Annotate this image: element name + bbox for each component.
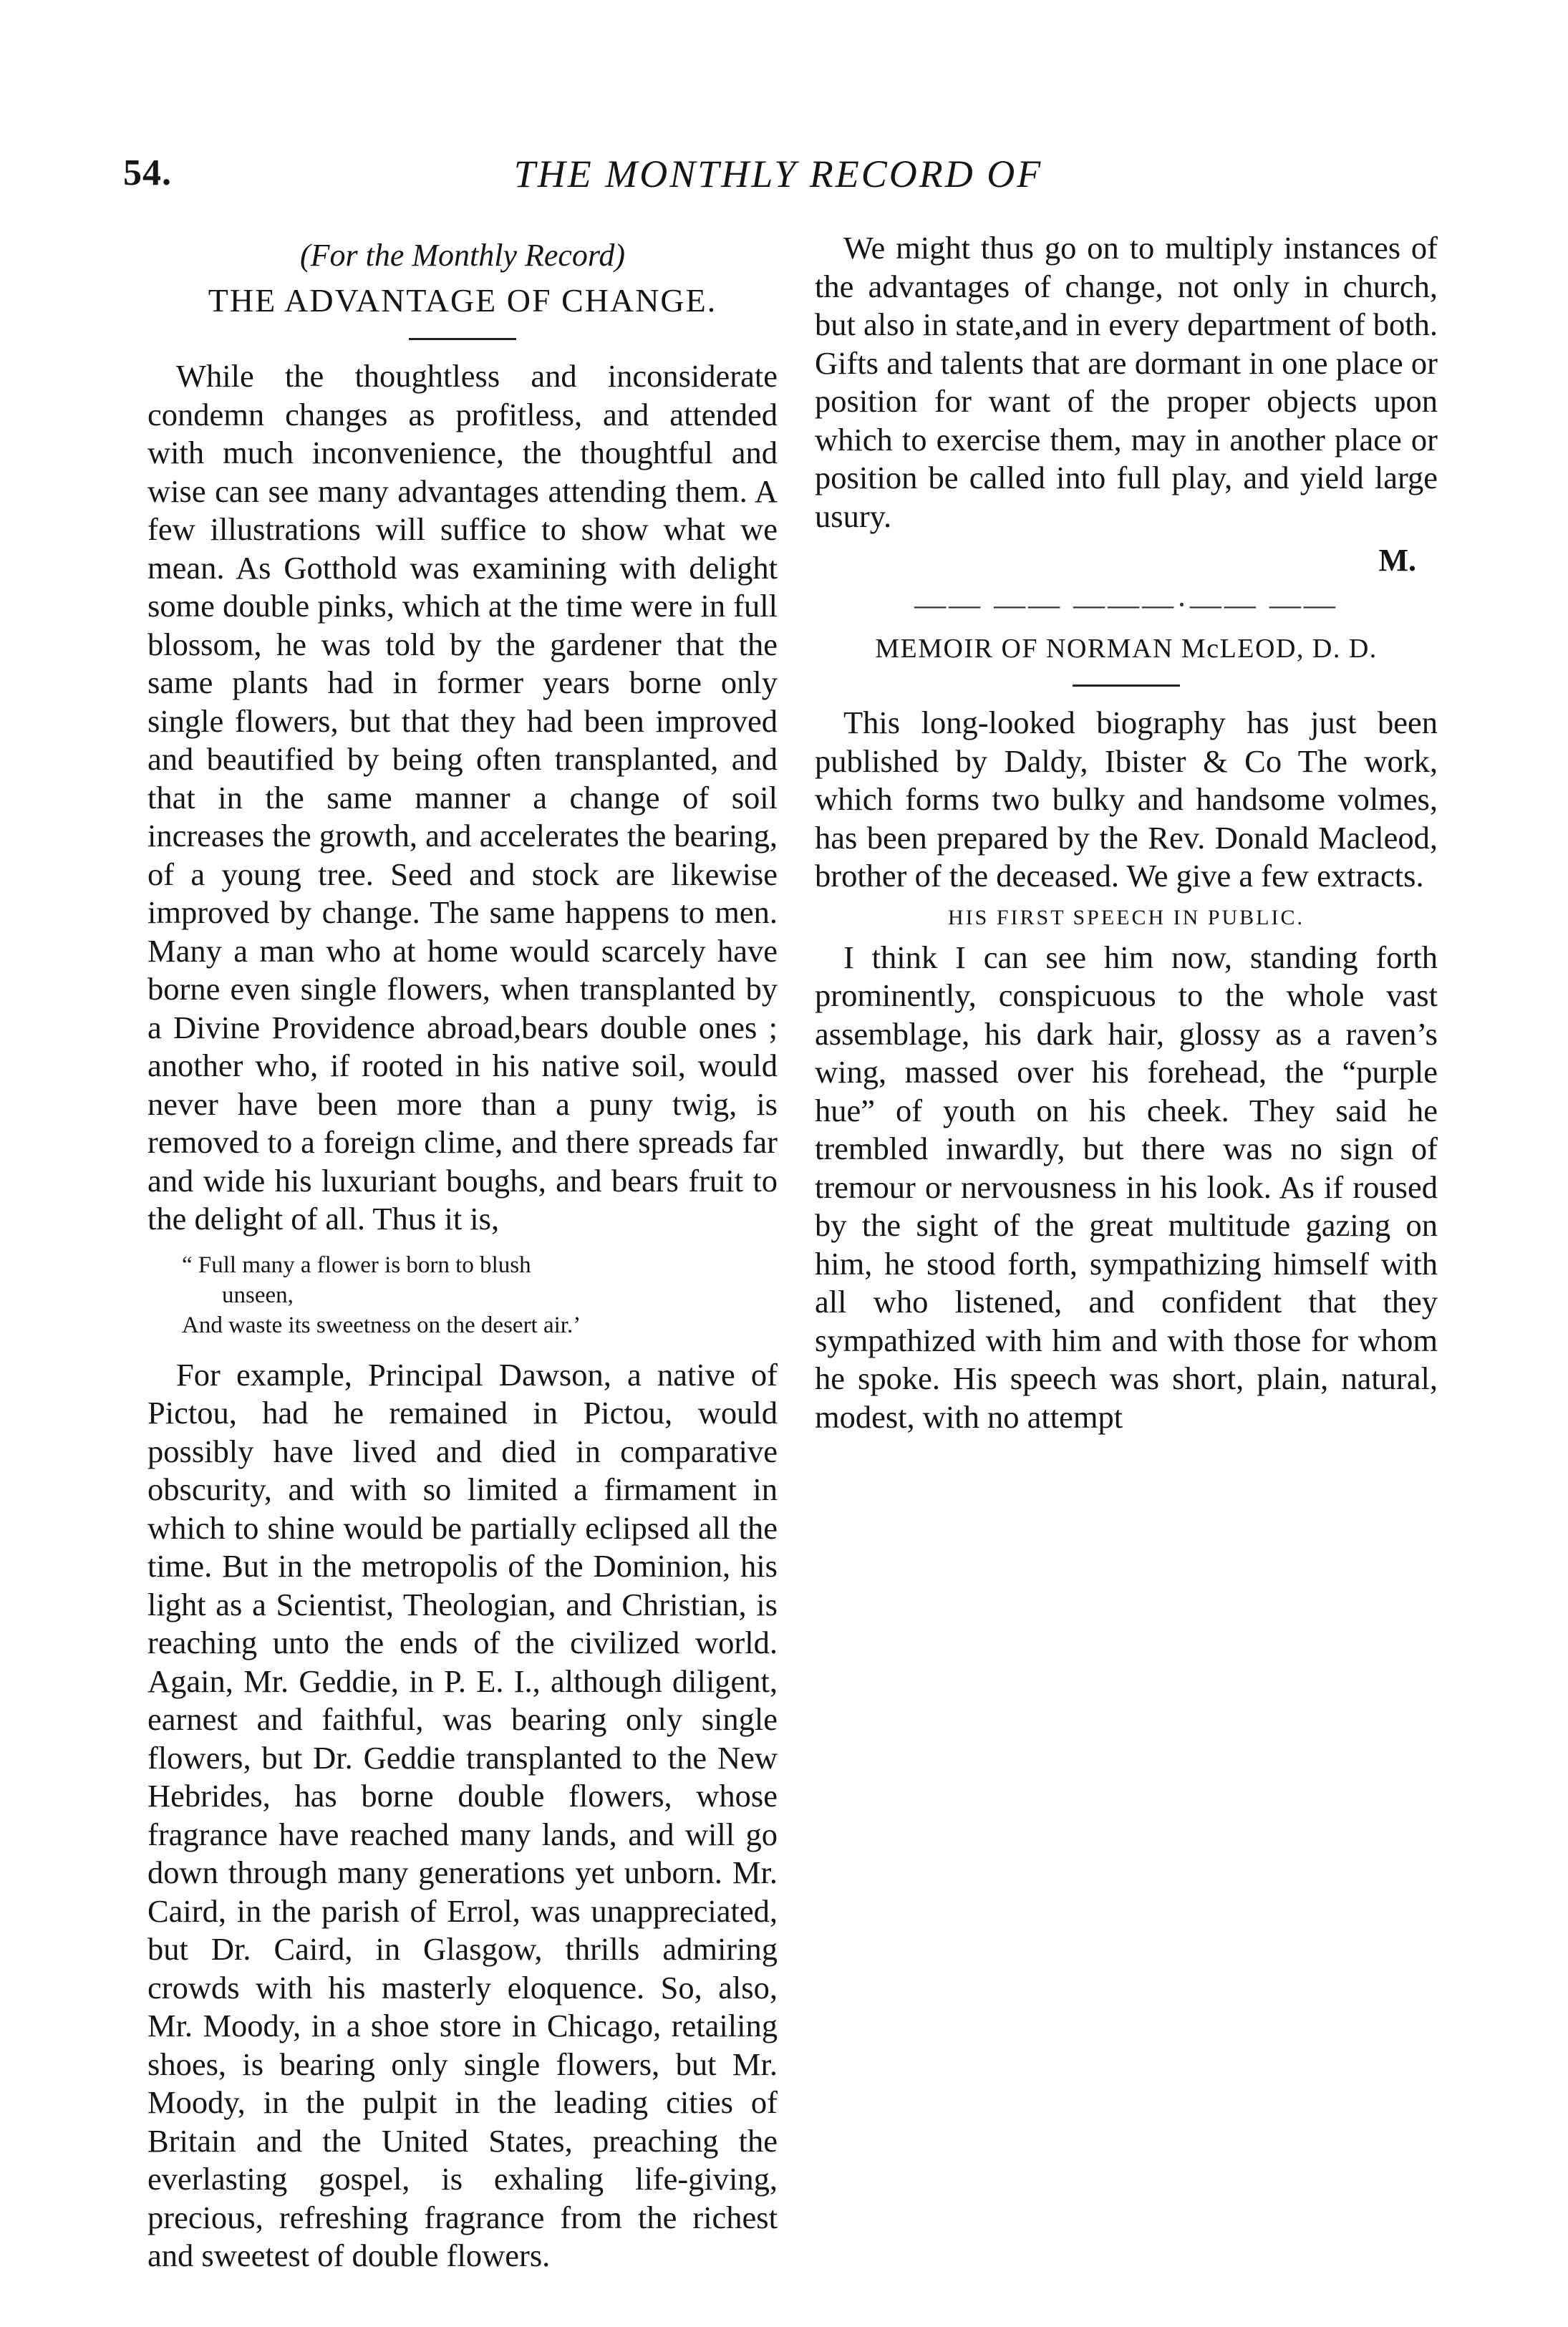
running-title: THE MONTHLY RECORD OF [513,153,1043,195]
left-column [147,229,778,2275]
poem-line-3: And waste its sweetness on the desert air.’ [182,1312,581,1338]
poem-line-1: “ Full many a flower is born to blush [182,1252,531,1278]
article-paragraph-2: For example, Principal Dawson, a native of Pictou, had he remained in Pictou, would possibly have lived and died in comparative obscurity, and with so limited a firmament in which to shine would be partially eclipsed all the time. But in the metropolis of the Dominion, his light as a Scientist, Theologian, and Christian, is reaching unto the ends of the civilized world. Again, Mr. Geddie, in P. E. I., although diligent, earnest and faithful, was bearing only single flowers, but Dr. Geddie transplanted to the New Hebrides, has borne double flowers, whose fragrance have reached many lands, and will go down through many generations yet unborn. Mr. Caird, in the parish of Errol, was unappreciated, but Dr. Caird, in Glasgow, thrills admiring crowds with his masterly eloquence. So, also, Mr. Moody, in a shoe store in Chicago, retailing shoes, is bearing only single flowers, but Mr. Moody, in the pulpit in the leading cities of Britain and the United States, preaching the everlasting gospel, is exhaling life-giving, precious, refreshing fragrance from the richest and sweetest of double flowers. [147,1356,778,2273]
memoir-title: MEMOIR OF NORMAN McLEOD, D. D. [875,634,1378,664]
poem-quotation [182,1250,778,1340]
page-header [123,152,1433,209]
title-rule [409,338,516,340]
poem-line-2: unseen, [222,1282,294,1308]
section-divider: —— —— ———·—— —— [914,587,1338,622]
memoir-subheading: HIS FIRST SPEECH IN PUBLIC. [947,905,1305,929]
memoir-body: I think I can see him now, standing forth prominently, conspicuous to the whole vast assemblage, his dark hair, glossy as a raven’s wing, massed over his forehead, the “purple hue” of youth on his cheek. They said he trembled inwardly, but there was no sign of tremour or nervousness in his look. As if roused by the sight of the great multitude gazing on him, he stood forth, sympathizing himself with all who listened, and confident that they sympathized with him and with those for whom he spoke. His speech was short, plain, natural, modest, with no attempt [815,939,1438,1435]
memoir-intro: This long-looked biography has just been published by Daldy, Ibister & Co The work, which forms two bulky and handsome volmes, has been prepared by the Rev. Donald Macleod, brother of the deceased. We give a few extracts. [815,705,1438,894]
article-paragraph-1: While the thoughtless and inconsiderate condemn changes as profitless, and attended with much inconvenience, the thoughtful and wise can see many advantages attending them. A few illustrations will suffice to show what we mean. As Gotthold was examining with delight some double pinks, which at the time were in full blossom, he was told by the gardener that the same plants had in former years borne only single flowers, but that they had been improved and beautified by being often transplanted, and that in the same manner a change of soil increases the growth, and accelerates the bearing, of a young tree. Seed and stock are likewise improved by change. The same happens to men. Many a man who at home would scarcely have borne even single flowers, when transplanted by a Divine Providence abroad,bears double ones ; another who, if rooted in his native soil, would never have been more than a puny twig, is removed to a foreign clime, and there spreads far and wide his luxuriant boughs, and bears fruit to the delight of all. Thus it is, [147,358,778,1237]
page-number: 54. [123,153,172,193]
memoir-title-rule [1073,684,1180,687]
article-attribution: (For the Monthly Record) [299,238,626,273]
article-signature: M. [1378,543,1416,578]
right-column [815,229,1438,1436]
article-paragraph-3: We might thus go on to multiply instances of the advantages of change, not only in church, but also in state,and in every department of both. Gifts and talents that are dormant in one place or position for want of the proper objects upon which to exercise them, may in another place or position be called into full play, and yield large usury. [815,230,1438,534]
article-title: THE ADVANTAGE OF CHANGE. [208,282,717,319]
